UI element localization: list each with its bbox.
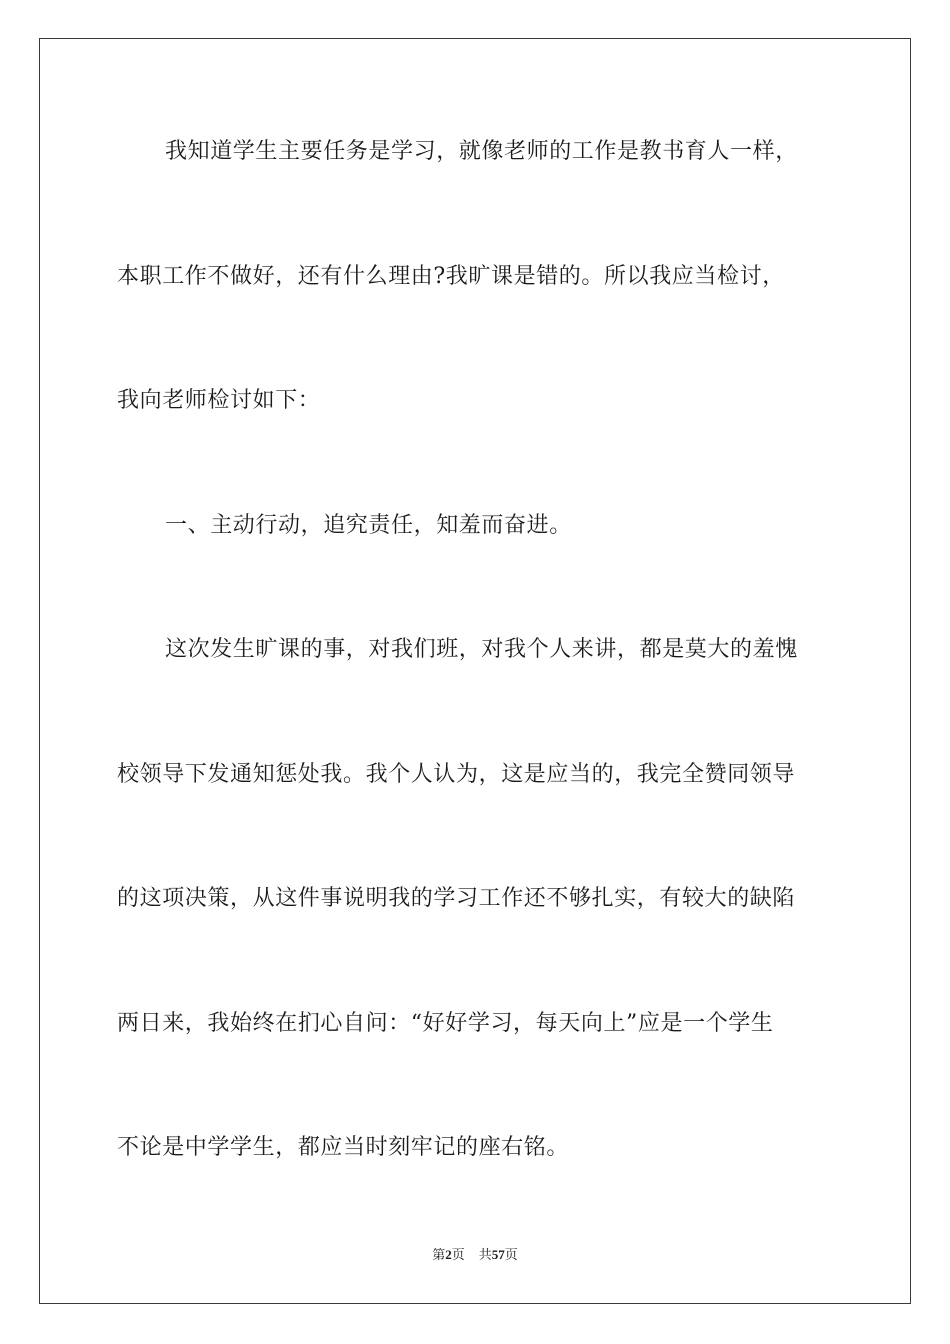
page-suffix: 页 [451,1248,465,1263]
total-suffix: 页 [504,1248,518,1263]
total-prefix: 共 [478,1248,492,1263]
body-line-8: 两日来，我始终在扪心自问：“好好学习，每天向上”应是一个学生 [117,1011,774,1036]
page-footer [0,1246,950,1265]
page-current: 2 [445,1247,452,1262]
page-prefix: 第 [432,1248,446,1263]
page-total: 57 [491,1247,505,1262]
body-line-5: 这次发生旷课的事，对我们班，对我个人来讲，都是莫大的羞愧 [165,637,798,662]
body-line-3: 我向老师检讨如下： [117,388,321,413]
body-line-1: 我知道学生主要任务是学习，就像老师的工作是教书育人一样， [165,139,798,164]
body-line-6: 校领导下发通知惩处我。我个人认为，这是应当的，我完全赞同领导 [117,762,796,787]
section-heading: 一、主动行动，追究责任，知羞而奋进。 [165,513,572,538]
body-line-7: 的这项决策，从这件事说明我的学习工作还不够扎实，有较大的缺陷 [117,886,796,911]
body-line-9: 不论是中学学生，都应当时刻牢记的座右铭。 [117,1135,570,1160]
body-line-2: 本职工作不做好，还有什么理由?我旷课是错的。所以我应当检讨， [117,264,785,289]
page-border [39,38,911,1304]
